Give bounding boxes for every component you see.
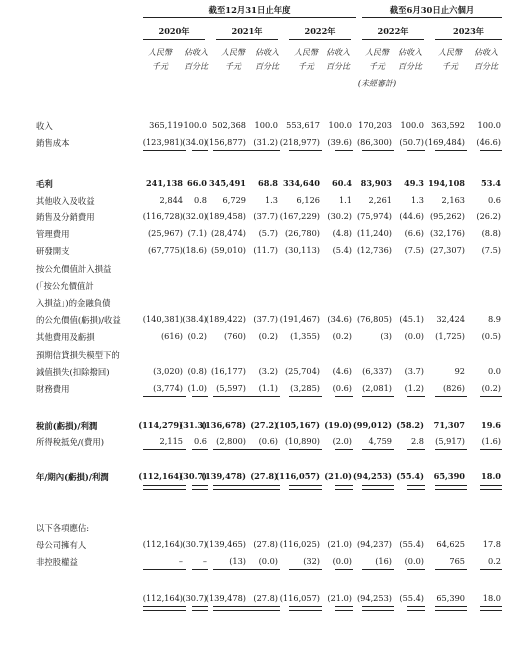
amount-cell: (16) [375, 556, 392, 566]
total-double-rule [407, 606, 425, 611]
percent-cell: (34.6) [327, 314, 352, 324]
pct-header-line: 佔收入 [474, 48, 498, 57]
amount-cell: – [178, 556, 183, 566]
pct-header-line: 佔收入 [184, 48, 208, 57]
percent-cell: (31.2) [253, 137, 278, 147]
percent-cell: 49.3 [404, 178, 424, 188]
total-double-rule [143, 606, 186, 611]
row-label: 母公司擁有人 [36, 540, 87, 550]
amount-cell: (12,736) [356, 245, 392, 255]
percent-cell: (37.7) [253, 211, 278, 221]
amount-cell: 170,203 [358, 120, 392, 130]
percent-cell: (3.7) [404, 366, 424, 376]
amount-cell: 241,138 [145, 178, 183, 188]
percent-cell: (21.0) [327, 539, 352, 549]
amount-cell: 71,307 [433, 420, 465, 430]
amount-cell: (1,725) [435, 331, 465, 341]
subtotal-rule [362, 569, 394, 570]
percent-cell: 0.2 [487, 556, 501, 566]
percent-cell: (27.8) [253, 539, 278, 549]
pct-header-line: 百分比 [184, 62, 208, 71]
total-double-rule [289, 606, 322, 611]
percent-cell: (7.5) [404, 245, 424, 255]
pct-header-line: 百分比 [255, 62, 279, 71]
row-label: 稅前(虧損)/利潤 [36, 421, 98, 431]
subtotal-rule [265, 569, 280, 570]
rmb-header-line: 千元 [298, 62, 314, 71]
percent-cell: (4.6) [332, 366, 352, 376]
percent-cell: (58.2) [396, 420, 424, 430]
amount-cell: (116,057) [279, 593, 320, 603]
amount-cell: (86,300) [356, 137, 392, 147]
amount-cell: (123,981) [142, 137, 183, 147]
subtotal-rule [435, 449, 467, 450]
row-label: 以下各項應佔: [36, 523, 90, 533]
total-double-rule [265, 606, 280, 611]
amount-cell: (30,113) [284, 245, 320, 255]
percent-cell: (1.1) [258, 383, 278, 393]
amount-cell: 83,903 [360, 178, 392, 188]
percent-cell: – [202, 556, 207, 566]
percent-cell: 100.0 [183, 120, 207, 130]
subtotal-rule [480, 449, 502, 450]
header-period-full-year: 截至12月31日止年度 [208, 5, 291, 15]
pct-header-line: 佔收入 [398, 48, 422, 57]
amount-cell: (139,465) [205, 539, 246, 549]
rmb-header-line: 人民幣 [294, 48, 318, 57]
percent-cell: (37.7) [253, 314, 278, 324]
subtotal-rule [407, 449, 425, 450]
percent-cell: (7.5) [481, 245, 501, 255]
row-label: 銷售及分銷費用 [36, 212, 95, 222]
subtotal-rule [407, 396, 425, 397]
percent-cell: 100.0 [400, 120, 424, 130]
amount-cell: 4,759 [368, 436, 392, 446]
row-label: 收入 [36, 121, 53, 131]
percent-cell: (32.0) [182, 211, 207, 221]
row-label: 管理費用 [36, 229, 70, 239]
pct-header-line: 佔收入 [326, 48, 350, 57]
percent-cell: (0.2) [187, 331, 207, 341]
amount-cell: 194,108 [427, 178, 465, 188]
pct-of-revenue-header [388, 46, 432, 74]
row-label: 按公允價值計入損益 [36, 264, 112, 274]
amount-cell: 2,163 [441, 195, 465, 205]
rmb-header-line: 人民幣 [365, 48, 389, 57]
amount-cell: (139,478) [201, 471, 246, 481]
amount-cell: 365,119 [149, 120, 183, 130]
percent-cell: (30.7) [179, 471, 207, 481]
rmb-header-line: 千元 [442, 62, 458, 71]
unaudited-note: (未經審計) [357, 79, 397, 88]
amount-cell: (116,057) [275, 471, 320, 481]
percent-cell: 100.0 [477, 120, 501, 130]
percent-cell: (30.2) [327, 211, 352, 221]
amount-cell: (191,467) [279, 314, 320, 324]
percent-cell: (0.6) [258, 436, 278, 446]
subtotal-rule [435, 396, 467, 397]
amount-cell: (116,728) [142, 211, 183, 221]
percent-cell: (39.6) [327, 137, 352, 147]
rmb-header-line: 人民幣 [221, 48, 245, 57]
percent-cell: (1.6) [481, 436, 501, 446]
amount-cell: (826) [442, 383, 465, 393]
pct-of-revenue-header [316, 46, 360, 74]
amount-cell: (26,780) [284, 228, 320, 238]
percent-cell: (8.8) [481, 228, 501, 238]
subtotal-rule [265, 396, 280, 397]
percent-cell: (30.7) [182, 539, 207, 549]
subtotal-rule [192, 150, 208, 151]
percent-cell: (27.8) [253, 593, 278, 603]
percent-cell: (46.6) [476, 137, 501, 147]
total-double-rule [192, 485, 208, 490]
amount-cell: 334,640 [282, 178, 320, 188]
amount-cell: (114,279) [138, 420, 183, 430]
row-label: 非控股權益 [36, 557, 78, 567]
subtotal-rule [143, 396, 186, 397]
subtotal-rule [143, 150, 186, 151]
percent-cell: 1.1 [338, 195, 352, 205]
percent-cell: (44.6) [399, 211, 424, 221]
total-double-rule [362, 606, 394, 611]
amount-cell: (189,458) [205, 211, 246, 221]
percent-cell: 1.3 [410, 195, 424, 205]
percent-cell: 2.8 [410, 436, 424, 446]
percent-cell: (0.2) [332, 331, 352, 341]
amount-cell: 553,617 [286, 120, 320, 130]
row-label: 年/期內(虧損)/利潤 [36, 472, 109, 482]
amount-cell: (116,025) [279, 539, 320, 549]
subtotal-rule [407, 569, 425, 570]
subtotal-rule [143, 449, 186, 450]
amount-cell: (112,164) [142, 539, 183, 549]
amount-cell: (112,164) [138, 471, 183, 481]
percent-cell: (55.4) [396, 471, 424, 481]
percent-cell: (50.7) [399, 137, 424, 147]
total-double-rule [192, 606, 208, 611]
amount-cell: (94,237) [356, 539, 392, 549]
subtotal-rule [335, 150, 353, 151]
amount-cell: 6,126 [296, 195, 320, 205]
amount-cell: (169,484) [424, 137, 465, 147]
total-double-rule [435, 606, 467, 611]
percent-cell: (21.0) [327, 593, 352, 603]
total-double-rule [289, 485, 322, 490]
amount-cell: 345,491 [208, 178, 246, 188]
amount-cell: (99,012) [352, 420, 392, 430]
amount-cell: (3) [380, 331, 392, 341]
percent-cell: 18.0 [481, 471, 501, 481]
subtotal-rule [480, 150, 502, 151]
rmb-header-line: 千元 [152, 62, 168, 71]
rmb-header-line: 人民幣 [438, 48, 462, 57]
amount-cell: (28,474) [210, 228, 246, 238]
amount-cell: (94,253) [352, 471, 392, 481]
percent-cell: (4.8) [332, 228, 352, 238]
pct-of-revenue-header [245, 46, 289, 74]
percent-cell: (0.0) [332, 556, 352, 566]
rmb-header-line: 千元 [225, 62, 241, 71]
amount-cell: (27,307) [429, 245, 465, 255]
amount-cell: (10,890) [284, 436, 320, 446]
percent-cell: (5.7) [258, 228, 278, 238]
amount-cell: (11,240) [356, 228, 392, 238]
row-label: 所得稅抵免/(費用) [36, 437, 104, 447]
percent-cell: 66.0 [187, 178, 207, 188]
percent-cell: (0.2) [481, 383, 501, 393]
subtotal-rule [335, 569, 353, 570]
total-double-rule [362, 485, 394, 490]
amount-cell: (25,967) [147, 228, 183, 238]
amount-cell: (167,229) [279, 211, 320, 221]
percent-cell: 1.3 [264, 195, 278, 205]
amount-cell: (76,805) [356, 314, 392, 324]
pct-of-revenue-header [464, 46, 508, 74]
amount-cell: (136,678) [201, 420, 246, 430]
percent-cell: (27.2) [250, 420, 278, 430]
row-label: (「按公允價值計 [36, 281, 94, 291]
percent-cell: (38.4) [182, 314, 207, 324]
subtotal-rule [289, 449, 322, 450]
amount-cell: 65,390 [436, 593, 465, 603]
total-double-rule [407, 485, 425, 490]
amount-cell: 32,424 [436, 314, 465, 324]
percent-cell: (0.8) [187, 366, 207, 376]
amount-cell: 2,115 [159, 436, 183, 446]
subtotal-rule [362, 449, 394, 450]
subtotal-rule [289, 150, 322, 151]
amount-cell: (32,176) [429, 228, 465, 238]
percent-cell: 0.0 [487, 366, 501, 376]
percent-cell: (0.5) [481, 331, 501, 341]
total-double-rule [435, 485, 467, 490]
rmb-header-line: 千元 [369, 62, 385, 71]
percent-cell: 68.8 [258, 178, 278, 188]
percent-cell: (7.1) [187, 228, 207, 238]
amount-cell: 65,390 [433, 471, 465, 481]
amount-cell: 502,368 [212, 120, 246, 130]
total-double-rule [143, 485, 186, 490]
subtotal-rule [435, 150, 467, 151]
percent-cell: (27.8) [250, 471, 278, 481]
percent-cell: 100.0 [328, 120, 352, 130]
amount-cell: (105,167) [275, 420, 320, 430]
amount-cell: (3,020) [153, 366, 183, 376]
percent-cell: (34.0) [182, 137, 207, 147]
row-label: 其他費用及虧損 [36, 332, 95, 342]
amount-cell: (139,478) [205, 593, 246, 603]
pct-header-line: 百分比 [474, 62, 498, 71]
percent-cell: (55.4) [399, 539, 424, 549]
amount-cell: (2,800) [216, 436, 246, 446]
percent-cell: 19.6 [481, 420, 501, 430]
percent-cell: (30.7) [182, 593, 207, 603]
amount-cell: (13) [229, 556, 246, 566]
percent-cell: (0.6) [332, 383, 352, 393]
amount-cell: (3,285) [290, 383, 320, 393]
percent-cell: 0.6 [487, 195, 501, 205]
amount-cell: (140,381) [142, 314, 183, 324]
amount-cell: 92 [454, 366, 465, 376]
pct-header-line: 百分比 [398, 62, 422, 71]
percent-cell: (6.6) [404, 228, 424, 238]
percent-cell: (19.0) [324, 420, 352, 430]
header-year-2022-h1: 2022年 [377, 26, 409, 36]
subtotal-rule [289, 396, 322, 397]
subtotal-rule [192, 449, 208, 450]
header-year-2020: 2020年 [158, 26, 190, 36]
percent-cell: (2.0) [332, 436, 352, 446]
amount-cell: (16,177) [210, 366, 246, 376]
amount-cell: (5,597) [216, 383, 246, 393]
amount-cell: (6,337) [362, 366, 392, 376]
subtotal-rule [289, 569, 322, 570]
header-year-2021: 2021年 [231, 26, 263, 36]
row-label: 其他收入及收益 [36, 196, 95, 206]
amount-cell: 2,261 [368, 195, 392, 205]
percent-cell: 0.8 [193, 195, 207, 205]
amount-cell: (25,704) [284, 366, 320, 376]
amount-cell: (156,877) [205, 137, 246, 147]
subtotal-rule [362, 396, 394, 397]
percent-cell: (1.0) [187, 383, 207, 393]
percent-cell: 100.0 [254, 120, 278, 130]
row-label: 入損益」)的金融負債 [36, 298, 111, 308]
amount-cell: (95,262) [429, 211, 465, 221]
amount-cell: (112,164) [142, 593, 183, 603]
header-year-2022: 2022年 [304, 26, 336, 36]
subtotal-rule [265, 449, 280, 450]
row-label: 減值損失(扣除撥回) [36, 367, 110, 377]
amount-cell: (218,977) [279, 137, 320, 147]
percent-cell: (11.7) [253, 245, 278, 255]
amount-cell: (1,355) [290, 331, 320, 341]
amount-cell: (189,422) [205, 314, 246, 324]
percent-cell: (1.2) [404, 383, 424, 393]
amount-cell: (94,253) [356, 593, 392, 603]
percent-cell: (0.0) [258, 556, 278, 566]
percent-cell: 60.4 [332, 178, 352, 188]
percent-cell: 53.4 [481, 178, 501, 188]
amount-cell: (3,774) [153, 383, 183, 393]
percent-cell: 17.8 [482, 539, 501, 549]
subtotal-rule [143, 569, 186, 570]
percent-cell: (0.0) [404, 556, 424, 566]
subtotal-rule [480, 396, 502, 397]
amount-cell: 363,592 [431, 120, 465, 130]
percent-cell: 0.6 [193, 436, 207, 446]
percent-cell: 8.9 [487, 314, 501, 324]
percent-cell: (21.0) [324, 471, 352, 481]
total-double-rule [335, 606, 353, 611]
percent-cell: (0.0) [404, 331, 424, 341]
amount-cell: 765 [449, 556, 465, 566]
row-label: 的公允價值(虧損)/收益 [36, 315, 121, 325]
pct-header-line: 百分比 [326, 62, 350, 71]
amount-cell: (59,010) [210, 245, 246, 255]
amount-cell: 64,625 [436, 539, 465, 549]
row-label: 銷售成本 [36, 138, 70, 148]
total-double-rule [265, 485, 280, 490]
pct-header-line: 佔收入 [255, 48, 279, 57]
amount-cell: (616) [160, 331, 183, 341]
amount-cell: 6,729 [222, 195, 246, 205]
total-double-rule [480, 485, 502, 490]
amount-cell: (5,917) [435, 436, 465, 446]
total-double-rule [335, 485, 353, 490]
row-label: 財務費用 [36, 384, 70, 394]
row-label: 毛利 [36, 179, 53, 189]
subtotal-rule [265, 150, 280, 151]
percent-cell: 18.0 [482, 593, 501, 603]
row-label: 預期信貸損失模型下的 [36, 350, 120, 360]
row-label: 研發開支 [36, 246, 70, 256]
percent-cell: (26.2) [476, 211, 501, 221]
total-double-rule [480, 606, 502, 611]
percent-cell: (3.2) [258, 366, 278, 376]
subtotal-rule [335, 449, 353, 450]
subtotal-rule [335, 396, 353, 397]
amount-cell: (760) [223, 331, 246, 341]
amount-cell: (32) [303, 556, 320, 566]
amount-cell: 2,844 [159, 195, 183, 205]
amount-cell: (67,775) [147, 245, 183, 255]
percent-cell: (45.1) [399, 314, 424, 324]
header-year-2023-h1: 2023年 [453, 26, 484, 36]
header-period-six-months: 截至6月30日止六個月 [389, 5, 475, 15]
percent-cell: (55.4) [399, 593, 424, 603]
percent-cell: (5.4) [332, 245, 352, 255]
subtotal-rule [407, 150, 425, 151]
percent-cell: (31.3) [179, 420, 207, 430]
rmb-header-line: 人民幣 [148, 48, 172, 57]
amount-cell: (2,081) [362, 383, 392, 393]
percent-cell: (0.2) [258, 331, 278, 341]
subtotal-rule [192, 569, 208, 570]
subtotal-rule [480, 569, 502, 570]
subtotal-rule [435, 569, 467, 570]
subtotal-rule [362, 150, 394, 151]
percent-cell: (18.6) [182, 245, 207, 255]
amount-cell: (75,974) [356, 211, 392, 221]
subtotal-rule [192, 396, 208, 397]
